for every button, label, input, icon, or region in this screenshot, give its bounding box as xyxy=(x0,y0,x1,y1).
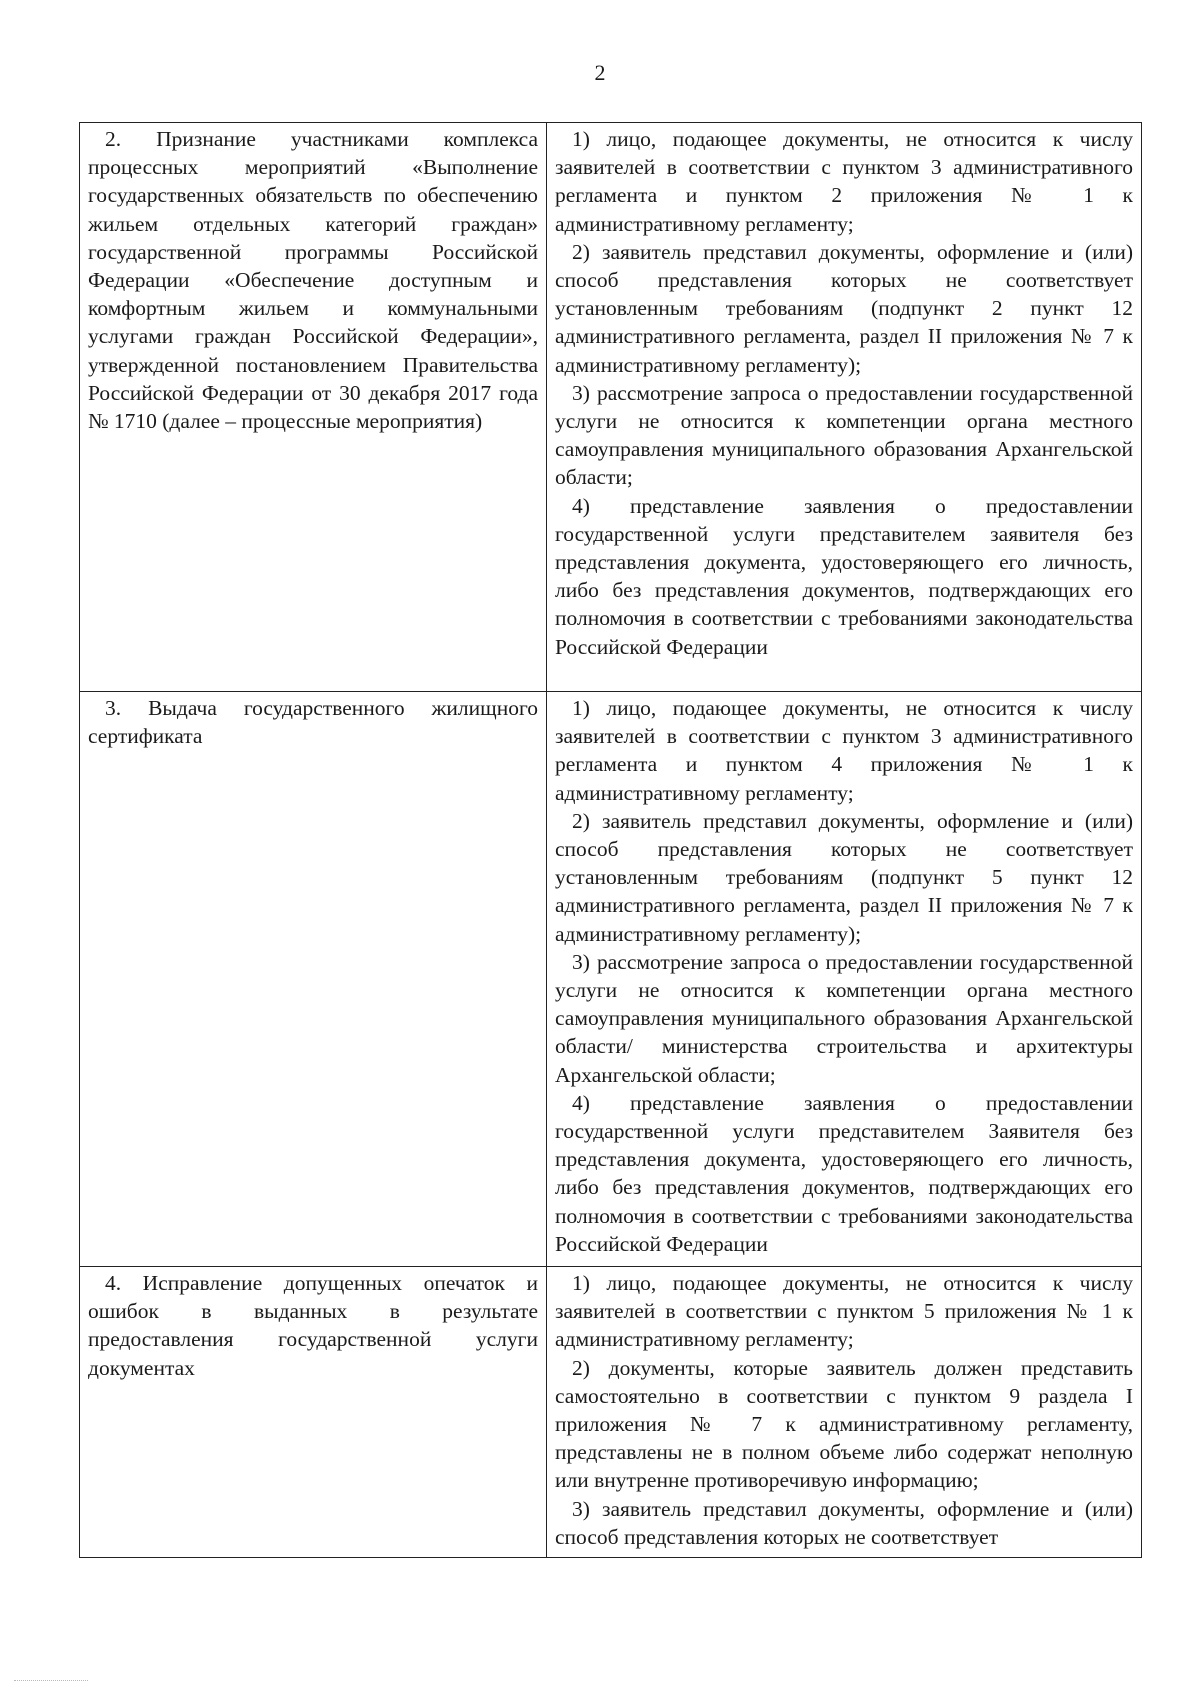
ground-item: 3) заявитель представил документы, оформление и (или) способ представления которых не соответствует xyxy=(555,1496,1133,1549)
ground-item: 1) лицо, подающее документы, не относится к числу заявителей в соответствии с пунктом 3 административного регламента и пунктом 2 приложения № 1 к административному регламенту; xyxy=(555,127,1133,236)
page-number: 2 xyxy=(594,60,606,85)
ground-item: 2) документы, которые заявитель должен представить самостоятельно в соответствии с пунктом 9 раздела I приложения № 7 к административному регламенту, представлены не в полном объеме либо содержат неполную или внутренне противоречивую информацию; xyxy=(555,1355,1133,1493)
refusal-grounds-cell xyxy=(547,1267,1142,1558)
grounds-table xyxy=(79,122,1142,1558)
ground-item: 1) лицо, подающее документы, не относится к числу заявителей в соответствии с пунктом 3 административного регламента и пунктом 4 приложения № 1 к административному регламенту; xyxy=(555,696,1133,805)
service-variant-cell xyxy=(80,1267,547,1558)
ground-item: 2) заявитель представил документы, оформление и (или) способ представления которых не соответствует установленным требованиям (подпункт 5 пункт 12 административного регламента, раздел II приложения № 7 к административному регламенту); xyxy=(555,808,1133,946)
service-variant-text: 4. Исправление допущенных опечаток и ошибок в выданных в результате предоставления государственной услуги документах xyxy=(88,1271,538,1380)
ground-item: 4) представление заявления о предоставлении государственной услуги представителем заявителя без представления документа, удостоверяющего его личность, либо без представления документов, подтверждающих его полномочия в соответствии с требованиями законодательства Российской Федерации xyxy=(555,493,1133,659)
service-variant-cell xyxy=(80,692,547,1267)
scan-footer-mark xyxy=(14,1680,88,1681)
service-variant-text: 3. Выдача государственного жилищного сертификата xyxy=(88,696,538,749)
ground-item: 3) рассмотрение запроса о предоставлении государственной услуги не относится к компетенции органа местного самоуправления муниципального образования Архангельской области; xyxy=(555,380,1133,490)
service-variant-cell xyxy=(80,123,547,692)
table-row xyxy=(80,123,1142,692)
table-row xyxy=(80,1267,1142,1558)
service-variant-text: 2. Признание участниками комплекса процессных мероприятий «Выполнение государственных обязательств по обеспечению жильем отдельных категорий граждан» государственной программы Российской Федерации «Обеспечение доступным и комфортным жильем и коммунальными услугами граждан Российской Федерации», утвержденной постановлением Правительства Российской Федерации от 30 декабря 2017 года № 1710 (далее – процессные мероприятия) xyxy=(88,127,538,434)
refusal-grounds-cell xyxy=(547,692,1142,1267)
ground-item: 3) рассмотрение запроса о предоставлении государственной услуги не относится к компетенции органа местного самоуправления муниципального образования Архангельской области/ министерства строительства и архитектуры Архангельской области; xyxy=(555,949,1133,1087)
ground-item: 1) лицо, подающее документы, не относится к числу заявителей в соответствии с пунктом 5 приложения № 1 к административному регламенту; xyxy=(555,1271,1133,1352)
ground-item: 4) представление заявления о предоставлении государственной услуги представителем Заявителя без представления документа, удостоверяющего его личность, либо без представления документов, подтверждающих его полномочия в соответствии с требованиями законодательства Российской Федерации xyxy=(555,1090,1133,1256)
ground-item: 2) заявитель представил документы, оформление и (или) способ представления которых не соответствует установленным требованиям (подпункт 2 пункт 12 административного регламента, раздел II приложения № 7 к административному регламенту); xyxy=(555,239,1133,377)
refusal-grounds-cell xyxy=(547,123,1142,692)
table-row xyxy=(80,692,1142,1267)
